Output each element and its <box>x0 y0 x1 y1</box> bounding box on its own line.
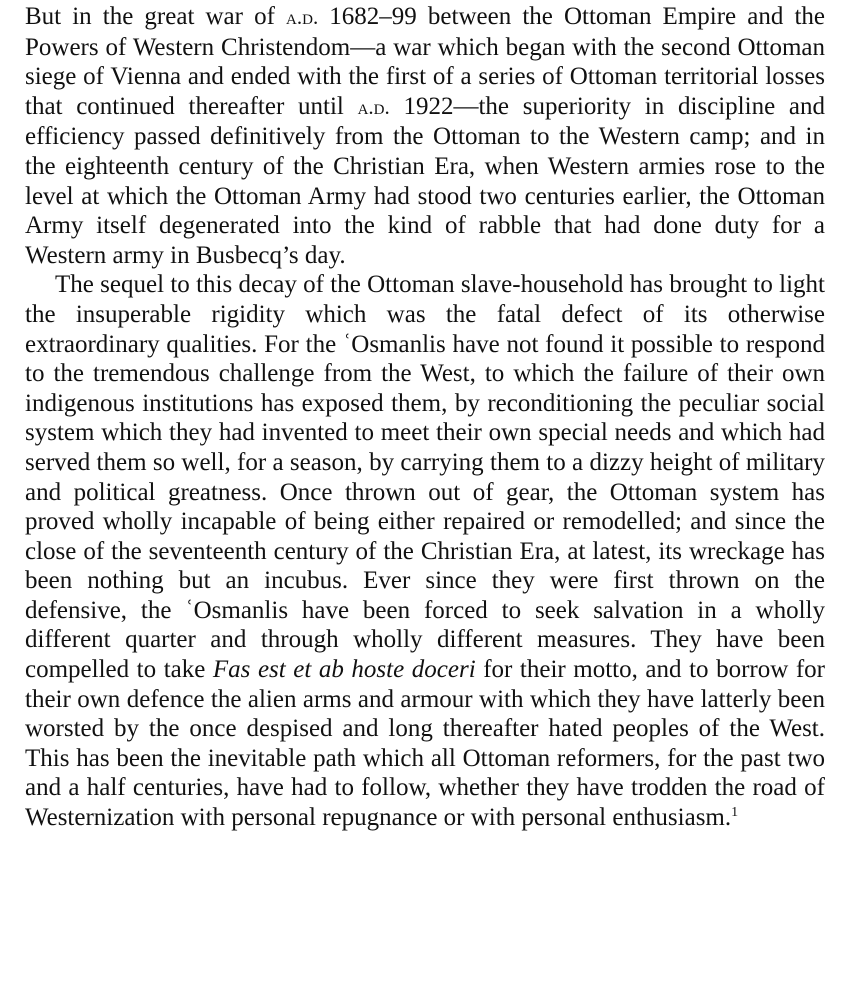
text-run: for their motto, and to borrow for their own defence the alien arms and armour with which they have latterly been worsted by the once despised and long thereafter hated peoples of the West. This has been the inevitable path which all Ottoman reformers, for the past two and a half centuries, have had to follow, whether they have trodden the road of Westernization with personal repugnance or with personal enthusiasm. <box>25 656 825 832</box>
paragraph <box>25 270 825 832</box>
era-abbreviation: a.d. <box>357 94 390 119</box>
text-run: 1682–99 between the Ottoman Empire and the Powers of Western Christendom—a war which began with the second Ottoman siege of Vienna and ended with the first of a series of Ottoman territorial losses that continued thereafter until <box>25 3 826 120</box>
paragraph <box>25 2 825 270</box>
text-run: 1922—the superiority in discipline and efficiency passed definitively from the Ottoman to the Western camp; and in the eighteenth century of the Christian Era, when Western armies rose to the level at which the Ottoman Army had stood two centuries earlier, the Ottoman Army itself degenerated into the kind of rabble that had done duty for a Western army in Busbecq’s day. <box>25 92 825 269</box>
footnote-marker[interactable]: 1 <box>731 805 739 821</box>
text-run: But in the great war of <box>25 3 287 30</box>
latin-motto: Fas est et ab hoste doceri <box>212 656 476 684</box>
era-abbreviation: a.d. <box>286 5 319 29</box>
document-page <box>25 2 825 833</box>
text-run: The sequel to this decay of the Ottoman slave-household has brought to light the insuperable rigidity which was the fatal defect of its otherwise extraordinary qualities. For the ʿOsmanlis have not found it possible to respond to the tremendous challenge from the West, to which the failure of their own indigenous institutions has exposed them, by reconditioning the peculiar social system which they had invented to meet their own special needs and which had served them so well, for a season, by carrying them to a dizzy height of military and political greatness. Once thrown out of gear, the Ottoman system has proved wholly incapable of being either repaired or remodelled; and since the close of the seventeenth century of the Christian Era, at latest, its wreckage has been nothing but an incubus. Ever since they were first thrown on the defensive, the ʿOsmanlis have been forced to seek salvation in a wholly different quarter and through wholly different measures. They have been compelled to take <box>25 271 825 684</box>
